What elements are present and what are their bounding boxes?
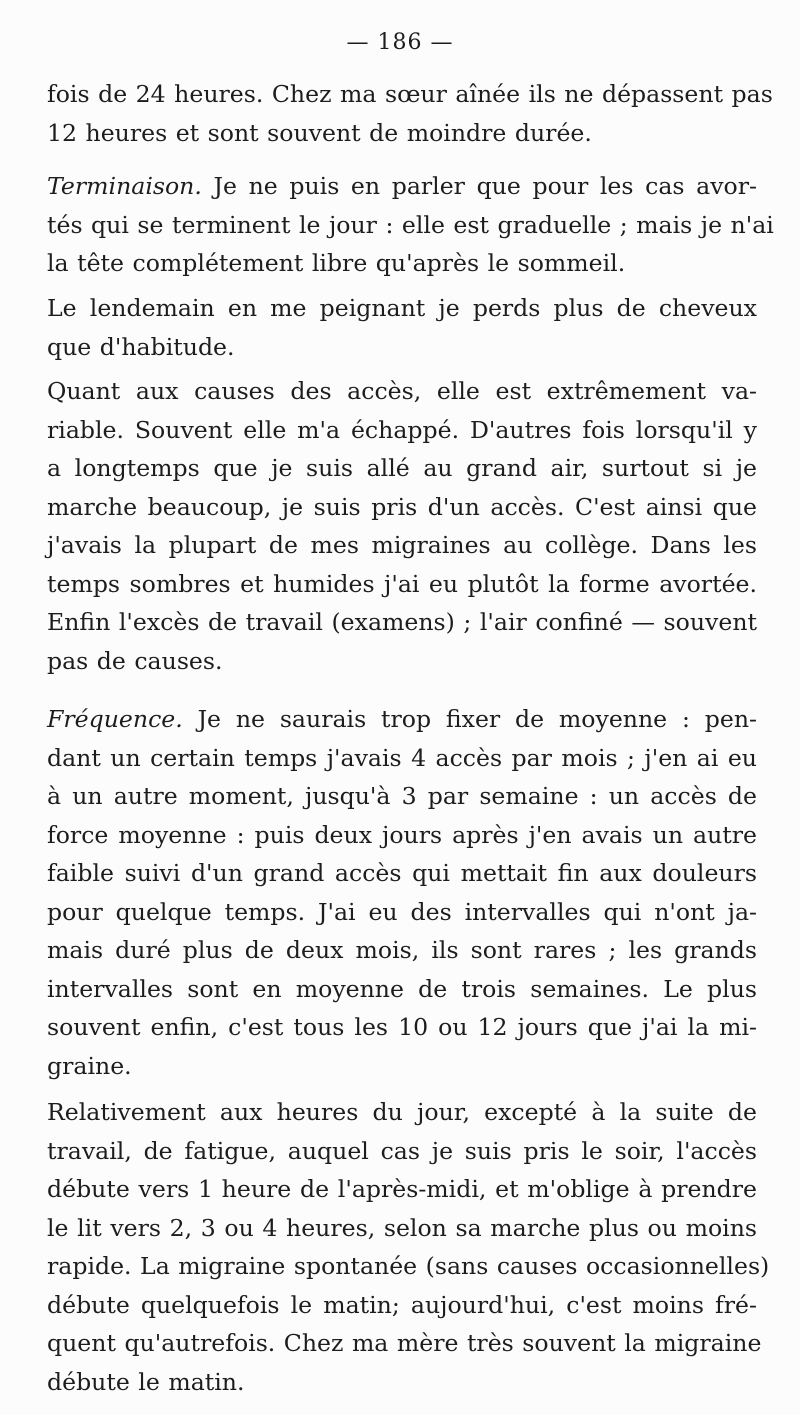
paragraph-duration bbox=[47, 75, 773, 152]
text-line: travail, de fatigue, auquel cas je suis pris le soir, l'accès bbox=[47, 1136, 757, 1165]
section-heading-frequence: Fréquence. bbox=[47, 705, 183, 733]
text-line-rest: Je ne saurais trop fixer de moyenne : pen- bbox=[182, 705, 757, 733]
text-line: que d'habitude. bbox=[47, 332, 235, 361]
text-line: Relativement aux heures du jour, excepté à la suite de bbox=[47, 1098, 757, 1126]
text-line: Quant aux causes des accès, elle est extrêmement va- bbox=[47, 377, 757, 405]
text-line: débute vers 1 heure de l'après-midi, et m'oblige à prendre bbox=[47, 1175, 757, 1203]
paragraph-lendemain bbox=[47, 289, 757, 366]
section-heading-terminaison: Terminaison. bbox=[47, 172, 202, 200]
text-line: mais duré plus de deux mois, ils sont rares ; les grands bbox=[47, 936, 757, 964]
text-line: la tête complétement libre qu'après le sommeil. bbox=[47, 249, 626, 277]
text-line: tés qui se terminent le jour : elle est graduelle ; mais je n'ai bbox=[47, 210, 774, 239]
text-line: fois de 24 heures. Chez ma sœur aînée ils ne dépassent pas bbox=[47, 80, 773, 108]
text-line: faible suivi d'un grand accès qui mettait fin aux douleurs bbox=[47, 859, 757, 887]
text-line: Le lendemain en me peignant je perds plus de cheveux bbox=[47, 294, 757, 322]
text-line: à un autre moment, jusqu'à 3 par semaine : un accès de bbox=[47, 782, 757, 810]
text-line: pour quelque temps. J'ai eu des intervalles qui n'ont ja- bbox=[47, 897, 757, 926]
text-line: riable. Souvent elle m'a échappé. D'autres fois lorsqu'il y bbox=[47, 415, 757, 444]
text-line bbox=[47, 700, 757, 739]
text-line: Enfin l'excès de travail (examens) ; l'air confiné — souvent bbox=[47, 608, 757, 636]
page-number: — 186 — bbox=[346, 30, 454, 55]
text-line: débute le matin. bbox=[47, 1367, 245, 1396]
text-line: dant un certain temps j'avais 4 accès par mois ; j'en ai eu bbox=[47, 743, 757, 772]
text-line-rest: Je ne puis en parler que pour les cas avor- bbox=[201, 172, 757, 200]
text-line: quent qu'autrefois. Chez ma mère très souvent la migraine bbox=[47, 1329, 762, 1357]
text-line: le lit vers 2, 3 ou 4 heures, selon sa marche plus ou moins bbox=[47, 1213, 757, 1242]
text-line: temps sombres et humides j'ai eu plutôt la forme avortée. bbox=[47, 569, 757, 598]
paragraph-causes bbox=[47, 372, 757, 680]
text-line: 12 heures et sont souvent de moindre durée. bbox=[47, 118, 592, 147]
text-line: j'avais la plupart de mes migraines au collège. Dans les bbox=[47, 531, 757, 559]
paragraph-frequence bbox=[47, 700, 757, 1085]
text-line: rapide. La migraine spontanée (sans causes occasionnelles) bbox=[47, 1252, 770, 1280]
text-line: intervalles sont en moyenne de trois semaines. Le plus bbox=[47, 974, 757, 1003]
text-line: a longtemps que je suis allé au grand air, surtout si je bbox=[47, 454, 757, 482]
text-line: graine. bbox=[47, 1051, 132, 1080]
paragraph-terminaison bbox=[47, 167, 774, 283]
text-line: souvent enfin, c'est tous les 10 ou 12 jours que j'ai la mi- bbox=[47, 1013, 757, 1041]
text-line: marche beaucoup, je suis pris d'un accès. C'est ainsi que bbox=[47, 492, 757, 521]
text-line: force moyenne : puis deux jours après j'en avais un autre bbox=[47, 820, 757, 849]
paragraph-heures bbox=[47, 1093, 770, 1401]
text-line: débute quelquefois le matin; aujourd'hui, c'est moins fré- bbox=[47, 1290, 757, 1319]
text-line bbox=[47, 167, 757, 206]
text-line: pas de causes. bbox=[47, 646, 223, 675]
